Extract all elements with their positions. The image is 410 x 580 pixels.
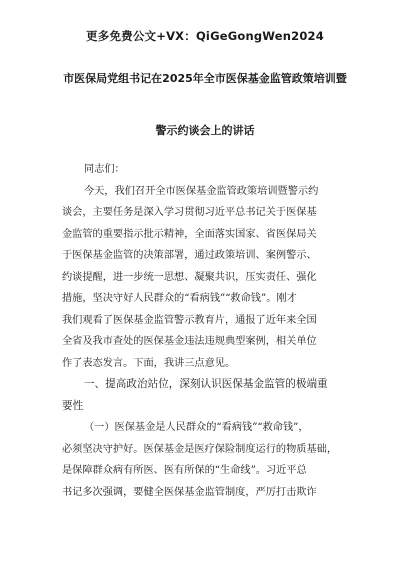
paragraph-line: 全省及我市查处的医保基金违法违规典型案例，相关单位 — [62, 336, 317, 347]
header-note: 更多免费公文+VX：QiGeGongWen2024 — [86, 29, 324, 43]
document-title-line-2: 警示约谈会上的讲话 — [155, 124, 255, 137]
paragraph-line: （一）医保基金是人民群众的“看病钱”“救命钱”， — [84, 422, 309, 433]
document-body — [62, 159, 362, 503]
section-heading-line: 一、提高政治站位，深刻认识医保基金监管的极端重 — [84, 378, 328, 390]
paragraph-line: 金监管的重要指示批示精神，全面落实国家、省医保局关 — [62, 228, 317, 240]
paragraph-line: 书记多次强调，要健全医保基金监管制度，严厉打击欺诈 — [62, 486, 317, 498]
paragraph-line: 于医保基金监管的决策部署，通过政策培训、案例警示、 — [62, 250, 317, 261]
salutation: 同志们： — [84, 164, 125, 175]
paragraph-line: 作了表态发言。下面，我讲三点意见。 — [62, 357, 236, 369]
paragraph-line: 是保障群众病有所医、医有所保的“生命线”。习近平总 — [62, 465, 307, 476]
paragraph-line: 必须坚决守护好。医保基金是医疗保险制度运行的物质基础， — [62, 443, 338, 455]
paragraph-line: 约谈提醒，进一步统一思想、凝聚共识，压实责任、强化 — [62, 271, 317, 283]
section-heading-line: 要性 — [62, 399, 84, 412]
paragraph-line: 谈会，主要任务是深入学习贯彻习近平总书记关于医保基 — [62, 207, 317, 218]
paragraph-line: 今天，我们召开全市医保基金监管政策培训暨警示约 — [84, 185, 319, 197]
paragraph-line: 措施，坚决守好人民群众的“看病钱”“救命钱”。刚才 — [62, 293, 297, 304]
document-title-line-1: 市医保局党组书记在2025年全市医保基金监管政策培训暨 — [63, 72, 347, 85]
paragraph-line: 我们观看了医保基金监管警示教育片，通报了近年来全国 — [62, 314, 317, 326]
